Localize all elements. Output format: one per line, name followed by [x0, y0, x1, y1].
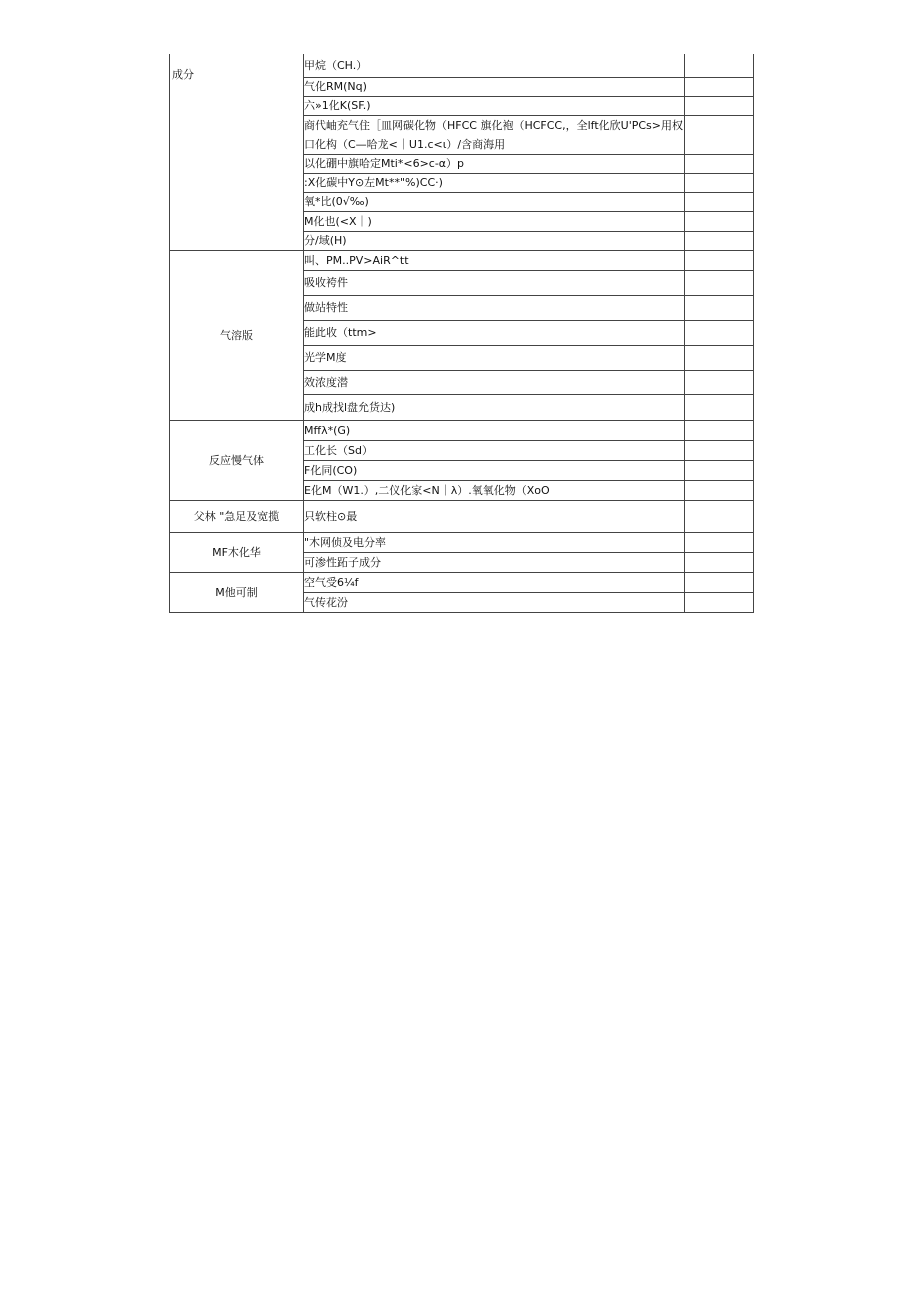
item-cell: 光学M度: [304, 345, 685, 370]
item-cell: E化M（W1.）,二仪化家<N｜λ）.氧氧化物（XoO: [304, 480, 685, 500]
value-cell: [685, 440, 754, 460]
item-cell: 可渗性跖子成分: [304, 552, 685, 572]
item-cell: 效浓度潜: [304, 370, 685, 394]
value-cell: [685, 54, 754, 77]
item-cell: 工化长（Sd）: [304, 440, 685, 460]
category-cell: 父林 "急足及宽揽: [170, 500, 304, 532]
item-cell: 只软柱⊙最: [304, 500, 685, 532]
value-cell: [685, 173, 754, 192]
table-row: [170, 54, 754, 77]
value-cell: [685, 500, 754, 532]
item-cell: Mffλ*(G): [304, 420, 685, 440]
value-cell: [685, 77, 754, 96]
value-cell: [685, 270, 754, 295]
value-cell: [685, 480, 754, 500]
value-cell: [685, 295, 754, 320]
value-cell: [685, 154, 754, 173]
value-cell: [685, 250, 754, 270]
table-row: [170, 532, 754, 552]
item-cell: 六»1化K(SF.): [304, 96, 685, 115]
item-cell: :X化碳中Y⊙左Mt**"%)CC·): [304, 173, 685, 192]
value-cell: [685, 552, 754, 572]
category-cell: 反应慢气体: [170, 420, 304, 500]
table-row: [170, 572, 754, 592]
item-cell: 叫、PM..PV>AiR^tt: [304, 250, 685, 270]
item-cell: F化同(CO): [304, 460, 685, 480]
item-cell: "木网侦及电分率: [304, 532, 685, 552]
value-cell: [685, 115, 754, 154]
value-cell: [685, 192, 754, 211]
item-cell: 甲烷（CH.）: [304, 54, 685, 77]
item-cell: 能此收（ttm>: [304, 320, 685, 345]
value-cell: [685, 592, 754, 612]
value-cell: [685, 211, 754, 231]
item-cell: 成h成找l盘允货达): [304, 394, 685, 420]
table-row: [170, 420, 754, 440]
category-cell: 气溶版: [170, 250, 304, 420]
item-cell: 商代岫充气住［皿网碳化物（HFCC 旗化袍（HCFCC,，全lft化欣U'PCs>用权口化构（C—哈龙<｜U1.c<ι）/含商海用: [304, 115, 685, 154]
category-cell: MF木化华: [170, 532, 304, 572]
table-row: [170, 250, 754, 270]
item-cell: 分/域(H): [304, 231, 685, 250]
item-cell: 做站特性: [304, 295, 685, 320]
value-cell: [685, 572, 754, 592]
table-row: [170, 500, 754, 532]
value-cell: [685, 532, 754, 552]
category-cell: 成分: [170, 54, 304, 250]
item-cell: 吸收袴件: [304, 270, 685, 295]
item-cell: 气传花汾: [304, 592, 685, 612]
category-cell: M他可制: [170, 572, 304, 612]
value-cell: [685, 420, 754, 440]
item-cell: 空气受6¼f: [304, 572, 685, 592]
item-cell: 氧*比(0√‰): [304, 192, 685, 211]
item-cell: M化也(<X｜): [304, 211, 685, 231]
value-cell: [685, 394, 754, 420]
value-cell: [685, 370, 754, 394]
value-cell: [685, 320, 754, 345]
composition-table: [169, 54, 754, 613]
item-cell: 以化硼中旗哈定Mti*<6>c-α）p: [304, 154, 685, 173]
item-cell: 气化RM(Nq): [304, 77, 685, 96]
value-cell: [685, 231, 754, 250]
value-cell: [685, 460, 754, 480]
value-cell: [685, 96, 754, 115]
value-cell: [685, 345, 754, 370]
